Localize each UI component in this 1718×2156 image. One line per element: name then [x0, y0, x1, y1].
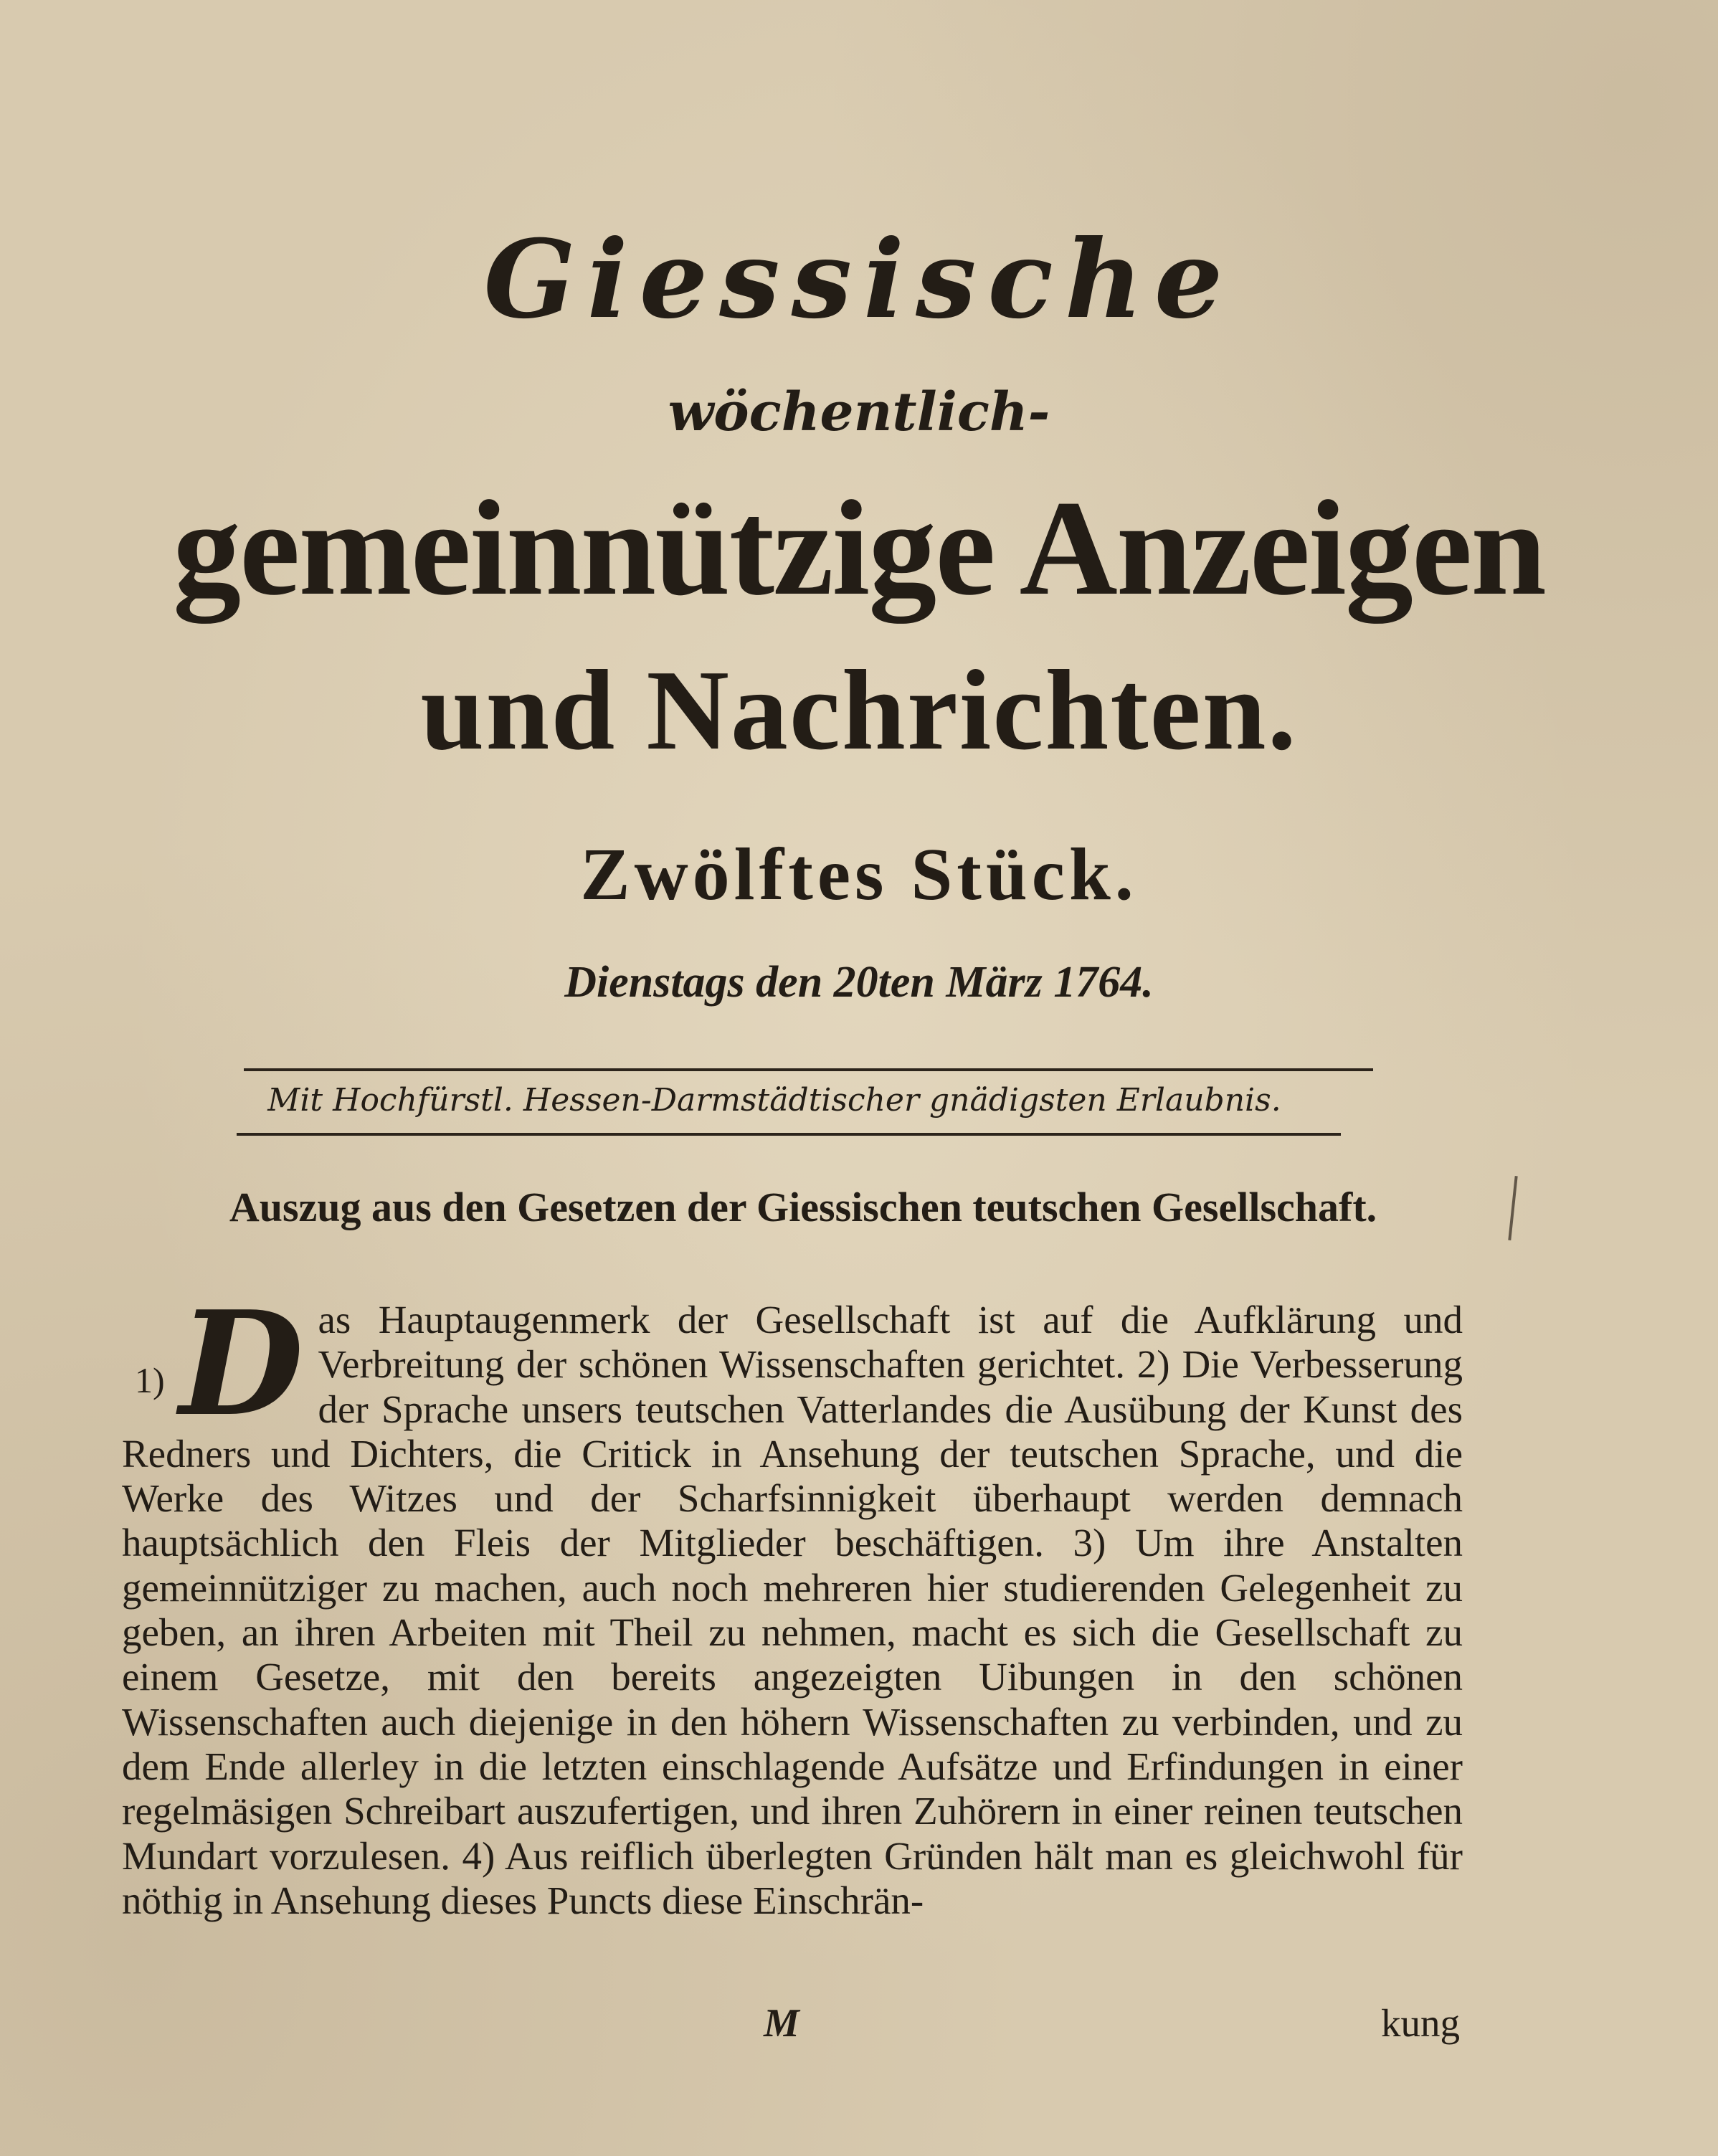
bottom-rule — [237, 1133, 1341, 1136]
drop-capital: D — [179, 1280, 304, 1448]
masthead-subtitle-woechentlich: wöchentlich- — [668, 381, 1050, 443]
masthead-title-nachrichten: und Nachrichten. — [420, 646, 1298, 774]
paragraph-number-1: 1) — [135, 1360, 165, 1400]
top-rule — [244, 1068, 1373, 1071]
privilege-notice: Mit Hochfürstl. Hessen-Darmstädtischer gnädigsten Erlaubnis. — [267, 1082, 1281, 1119]
article-body-text: as Hauptaugenmerk der Gesellschaft ist auf die Aufklärung und Verbreitung der schönen Wissenschaften gerichtet. 2) Die Verbesserung der Sprache unsers teutschen Vatterlandes die Ausübung der Kunst des Redners und Dichters, die Critick in Ansehung der teutschen Sprache, und die Werke des Witzes und der Scharfsinnigkeit überhaupt werden demnach hauptsächlich den Fleis der Mitglieder beschäftigen. 3) Um ihre Anstalten gemeinnütziger zu machen, auch noch mehreren hier studierenden Gelegenheit zu geben, an ihren Arbeiten mit Theil zu nehmen, macht es sich die Gesellschaft zu einem Gesetze, mit den bereits angezeigten Uibungen in den schönen Wissenschaften auch diejenige in den höhern Wissenschaften zu verbinden, und zu dem Ende allerley in die letzten einschlagende Aufsätze und Erfindungen in einer regelmäsigen Schreibart auszufertigen, und ihren Zuhörern in einer reinen teutschen Mundart vorzulesen. 4) Aus reiflich überlegten Gründen hält man es gleichwohl für nöthig in Ansehung dieses Puncts diese Einschrän- — [122, 1298, 1463, 1922]
issue-number: Zwölftes Stück. — [580, 833, 1138, 916]
issue-date: Dienstags den 20ten März 1764. — [564, 958, 1154, 1007]
masthead-title-anzeigen: gemeinnützige Anzeigen — [173, 473, 1545, 624]
masthead-title-giessische: Giessische — [483, 217, 1235, 343]
signature-mark: M — [764, 2001, 799, 2046]
article-body — [122, 1280, 1463, 1923]
article-heading: Auszug aus den Gesetzen der Giessischen teutschen Gesellschaft. — [229, 1184, 1377, 1230]
margin-pen-mark — [1508, 1176, 1517, 1240]
catchword: kung — [1381, 2001, 1460, 2045]
